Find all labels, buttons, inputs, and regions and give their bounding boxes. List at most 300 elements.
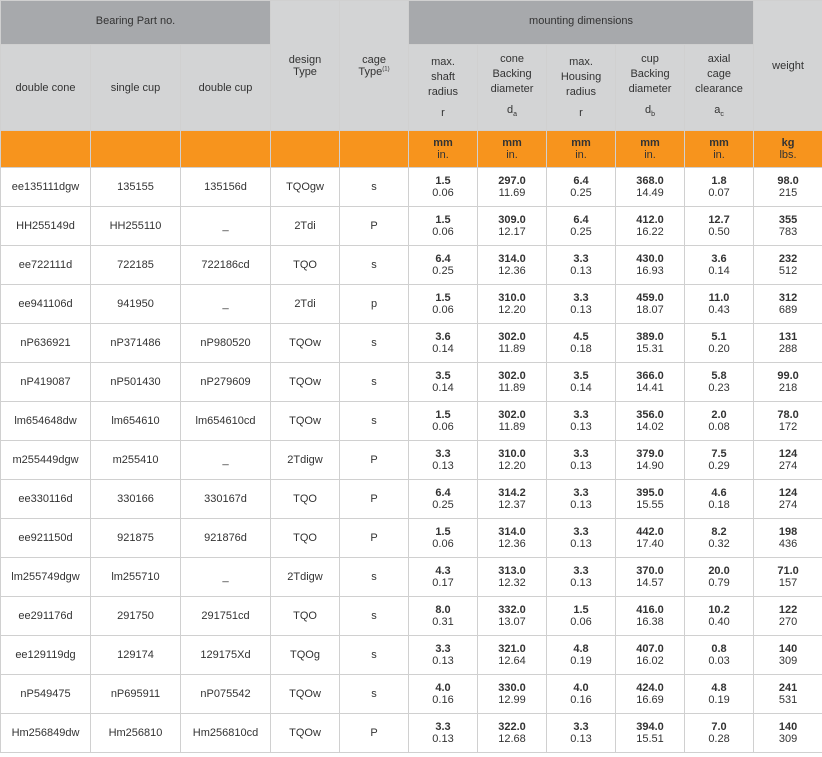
cup-backing-cell-metric: 356.0 [636, 409, 664, 421]
weight-cell-metric: 71.0 [777, 565, 799, 577]
shaft-radius-cell [409, 207, 478, 246]
cone-backing-cell [478, 480, 547, 519]
cup-backing-cell-metric: 442.0 [636, 526, 664, 538]
axial-clearance-header [685, 45, 754, 131]
double-cup-cell: _ [181, 558, 271, 597]
design-type-cell: TQOw [271, 402, 340, 441]
shaft-radius-cell-metric: 3.3 [435, 721, 451, 733]
double-cup-cell: lm654610cd [181, 402, 271, 441]
housing-radius-cell [547, 558, 616, 597]
cage-type-cell: s [340, 363, 409, 402]
shaft-radius-cell-imperial: 0.14 [432, 343, 454, 355]
cone-backing-cell [478, 324, 547, 363]
weight-cell [754, 714, 822, 753]
cone-backing-cell-imperial: 12.17 [498, 226, 526, 238]
double-cup-cell: nP075542 [181, 675, 271, 714]
shaft-radius-cell-metric: 1.5 [435, 292, 451, 304]
double-cup-cell: Hm256810cd [181, 714, 271, 753]
axial-clearance-cell-imperial: 0.23 [708, 382, 730, 394]
axial-clearance-cell [685, 558, 754, 597]
shaft-radius-line1: max. [431, 55, 455, 68]
cup-backing-cell [616, 285, 685, 324]
units-db: mm in. [616, 131, 685, 168]
cup-backing-cell-imperial: 18.07 [636, 304, 664, 316]
housing-radius-cell-imperial: 0.14 [570, 382, 592, 394]
cone-backing-cell [478, 168, 547, 207]
axial-clearance-cell [685, 207, 754, 246]
housing-radius-cell-metric: 3.3 [573, 721, 589, 733]
axial-clearance-cell-imperial: 0.43 [708, 304, 730, 316]
double-cup-cell: 722186cd [181, 246, 271, 285]
axial-clearance-cell-metric: 1.8 [711, 175, 727, 187]
cup-backing-cell [616, 636, 685, 675]
cup-backing-cell-metric: 459.0 [636, 292, 664, 304]
weight-cell [754, 402, 822, 441]
housing-radius-cell-imperial: 0.16 [570, 694, 592, 706]
units-blank [91, 131, 181, 168]
table-row [1, 480, 822, 519]
cup-backing-cell-imperial: 16.38 [636, 616, 664, 628]
weight-cell-imperial: 689 [778, 304, 798, 316]
housing-radius-cell-metric: 4.8 [573, 643, 589, 655]
cage-type-cell: s [340, 324, 409, 363]
axial-clearance-cell [685, 480, 754, 519]
weight-cell-imperial: 274 [778, 499, 798, 511]
weight-cell-metric: 124 [778, 487, 798, 499]
shaft-radius-cell [409, 285, 478, 324]
axial-clearance-cell-metric: 7.0 [711, 721, 727, 733]
axial-clearance-cell [685, 675, 754, 714]
double-cone-cell: ee722111d [1, 246, 91, 285]
axial-clearance-cell [685, 519, 754, 558]
weight-cell-metric: 355 [778, 214, 798, 226]
shaft-radius-cell [409, 714, 478, 753]
cone-backing-cell [478, 402, 547, 441]
shaft-radius-cell [409, 597, 478, 636]
cup-backing-cell-metric: 412.0 [636, 214, 664, 226]
shaft-radius-cell-metric: 1.5 [435, 175, 451, 187]
double-cup-cell: _ [181, 207, 271, 246]
cup-backing-cell-imperial: 15.51 [636, 733, 664, 745]
cone-backing-cell-metric: 302.0 [498, 331, 526, 343]
cup-backing-cell [616, 441, 685, 480]
axial-clearance-cell-metric: 2.0 [711, 409, 727, 421]
weight-cell [754, 597, 822, 636]
cone-backing-cell-metric: 314.0 [498, 526, 526, 538]
cone-backing-cell-metric: 302.0 [498, 370, 526, 382]
axial-clearance-cell [685, 597, 754, 636]
housing-radius-cell-metric: 3.3 [573, 448, 589, 460]
shaft-radius-cell-metric: 1.5 [435, 526, 451, 538]
weight-cell-metric: 98.0 [777, 175, 799, 187]
cage-type-footnote: (1) [382, 65, 390, 72]
cup-backing-cell-imperial: 14.41 [636, 382, 664, 394]
cup-backing-cell [616, 168, 685, 207]
weight-cell [754, 324, 822, 363]
cup-backing-cell-metric: 407.0 [636, 643, 664, 655]
mounting-dimensions-header: mounting dimensions [409, 1, 754, 45]
cup-backing-symbol: $d_b$ [645, 104, 656, 119]
cup-backing-cell [616, 207, 685, 246]
cup-backing-cell-metric: 389.0 [636, 331, 664, 343]
housing-radius-cell [547, 324, 616, 363]
units-da: mm in. [478, 131, 547, 168]
cone-backing-cell [478, 558, 547, 597]
table-row [1, 168, 822, 207]
cage-type-cell: P [340, 480, 409, 519]
weight-cell [754, 636, 822, 675]
weight-cell [754, 246, 822, 285]
cage-type-cell: s [340, 636, 409, 675]
cone-backing-cell [478, 519, 547, 558]
housing-radius-cell [547, 402, 616, 441]
axial-clearance-cell-imperial: 0.32 [708, 538, 730, 550]
cone-backing-cell [478, 207, 547, 246]
cage-type-cell: s [340, 402, 409, 441]
axial-clearance-cell-imperial: 0.40 [708, 616, 730, 628]
cone-backing-cell [478, 363, 547, 402]
table-row [1, 402, 822, 441]
double-cone-cell: ee135111dgw [1, 168, 91, 207]
design-type-cell: TQO [271, 480, 340, 519]
weight-cell-metric: 140 [778, 721, 798, 733]
housing-radius-cell-imperial: 0.13 [570, 538, 592, 550]
housing-radius-cell [547, 519, 616, 558]
design-type-cell: 2Tdigw [271, 558, 340, 597]
housing-radius-cell-imperial: 0.13 [570, 733, 592, 745]
shaft-radius-line2: shaft [431, 70, 455, 83]
axial-clearance-cell-metric: 0.8 [711, 643, 727, 655]
double-cup-cell: nP980520 [181, 324, 271, 363]
double-cup-cell: _ [181, 441, 271, 480]
weight-cell-metric: 198 [778, 526, 798, 538]
housing-radius-cell-imperial: 0.13 [570, 265, 592, 277]
double-cone-cell: ee129119dg [1, 636, 91, 675]
housing-radius-cell-metric: 1.5 [573, 604, 589, 616]
cage-type-cell: P [340, 714, 409, 753]
table-row [1, 519, 822, 558]
single-cup-cell: nP371486 [91, 324, 181, 363]
units-blank [340, 131, 409, 168]
axial-clearance-cell-metric: 4.8 [711, 682, 727, 694]
cup-backing-cell [616, 597, 685, 636]
axial-clearance-cell [685, 714, 754, 753]
double-cone-header: double cone [1, 45, 91, 131]
housing-radius-cell-metric: 6.4 [573, 175, 589, 187]
cup-backing-cell [616, 324, 685, 363]
shaft-radius-cell-imperial: 0.06 [432, 538, 454, 550]
units-rh: mm in. [547, 131, 616, 168]
double-cone-cell: nP419087 [1, 363, 91, 402]
cage-type-cell: s [340, 675, 409, 714]
weight-cell-imperial: 274 [778, 460, 798, 472]
cone-backing-cell-imperial: 13.07 [498, 616, 526, 628]
cone-backing-cell [478, 636, 547, 675]
axial-clearance-cell-imperial: 0.08 [708, 421, 730, 433]
weight-cell-imperial: 309 [778, 655, 798, 667]
design-type-cell: TQO [271, 597, 340, 636]
cup-backing-cell [616, 480, 685, 519]
weight-cell [754, 168, 822, 207]
axial-clearance-cell-imperial: 0.79 [708, 577, 730, 589]
axial-clearance-cell-metric: 5.8 [711, 370, 727, 382]
cone-backing-cell [478, 597, 547, 636]
weight-cell-metric: 312 [778, 292, 798, 304]
cage-type-cell: P [340, 207, 409, 246]
housing-radius-line2: Housing [560, 70, 602, 83]
design-type-cell: TQOg [271, 636, 340, 675]
housing-radius-cell-metric: 6.4 [573, 214, 589, 226]
table-row [1, 558, 822, 597]
table-row [1, 207, 822, 246]
table-row [1, 324, 822, 363]
axial-clearance-cell [685, 285, 754, 324]
single-cup-cell: Hm256810 [91, 714, 181, 753]
axial-clearance-cell [685, 636, 754, 675]
table-row [1, 597, 822, 636]
housing-radius-cell-imperial: 0.13 [570, 304, 592, 316]
cup-backing-cell-metric: 424.0 [636, 682, 664, 694]
cone-backing-cell-imperial: 12.36 [498, 265, 526, 277]
cone-backing-cell-imperial: 12.32 [498, 577, 526, 589]
cone-backing-cell-imperial: 11.69 [498, 187, 526, 199]
housing-radius-cell [547, 597, 616, 636]
axial-clearance-cell-metric: 5.1 [711, 331, 727, 343]
housing-radius-cell-metric: 3.3 [573, 292, 589, 304]
shaft-radius-cell [409, 636, 478, 675]
table-row [1, 285, 822, 324]
design-type-cell: TQOw [271, 324, 340, 363]
shaft-radius-cell-imperial: 0.06 [432, 304, 454, 316]
single-cup-cell: 291750 [91, 597, 181, 636]
weight-cell-imperial: 783 [778, 226, 798, 238]
axial-clearance-cell-metric: 20.0 [708, 565, 730, 577]
single-cup-cell: lm654610 [91, 402, 181, 441]
axial-clearance-cell-imperial: 0.50 [708, 226, 730, 238]
shaft-radius-cell-metric: 1.5 [435, 409, 451, 421]
housing-radius-cell [547, 168, 616, 207]
cone-backing-cell-imperial: 12.20 [498, 460, 526, 472]
cone-backing-cell-imperial: 11.89 [498, 343, 526, 355]
cone-backing-cell-imperial: 11.89 [498, 421, 526, 433]
housing-radius-cell-metric: 3.3 [573, 526, 589, 538]
single-cup-cell: 330166 [91, 480, 181, 519]
cup-backing-cell-imperial: 16.22 [636, 226, 664, 238]
shaft-radius-cell-metric: 3.3 [435, 448, 451, 460]
cup-backing-cell-imperial: 16.93 [636, 265, 664, 277]
cone-backing-cell [478, 246, 547, 285]
design-type-line2: Type [293, 65, 317, 78]
shaft-radius-cell [409, 441, 478, 480]
axial-clearance-cell-metric: 12.7 [708, 214, 730, 226]
weight-cell-metric: 78.0 [777, 409, 799, 421]
single-cup-cell: 941950 [91, 285, 181, 324]
cone-backing-cell-metric: 297.0 [498, 175, 526, 187]
housing-radius-cell [547, 285, 616, 324]
axial-clearance-cell-imperial: 0.14 [708, 265, 730, 277]
single-cup-cell: 135155 [91, 168, 181, 207]
double-cup-cell: 129175Xd [181, 636, 271, 675]
cup-backing-cell [616, 519, 685, 558]
shaft-radius-cell-metric: 6.4 [435, 253, 451, 265]
design-type-cell: TQOw [271, 714, 340, 753]
cone-backing-cell-imperial: 12.64 [498, 655, 526, 667]
axial-clearance-cell-metric: 11.0 [708, 292, 730, 304]
weight-cell-metric: 99.0 [777, 370, 799, 382]
cone-backing-header [478, 45, 547, 131]
housing-radius-cell [547, 636, 616, 675]
cup-backing-header [616, 45, 685, 131]
housing-radius-cell-imperial: 0.25 [570, 226, 592, 238]
units-weight: kg lbs. [754, 131, 822, 168]
housing-radius-cell [547, 246, 616, 285]
double-cone-cell: ee291176d [1, 597, 91, 636]
weight-cell-imperial: 172 [778, 421, 798, 433]
double-cone-cell: ee921150d [1, 519, 91, 558]
double-cup-cell: _ [181, 285, 271, 324]
units-blank [271, 131, 340, 168]
units-ac: mm in. [685, 131, 754, 168]
cup-backing-cell [616, 402, 685, 441]
cone-backing-cell [478, 675, 547, 714]
cage-type-cell: s [340, 558, 409, 597]
housing-radius-cell-imperial: 0.18 [570, 343, 592, 355]
shaft-radius-cell [409, 168, 478, 207]
single-cup-cell: nP695911 [91, 675, 181, 714]
double-cone-cell: lm654648dw [1, 402, 91, 441]
weight-cell-metric: 122 [778, 604, 798, 616]
shaft-radius-cell-imperial: 0.06 [432, 421, 454, 433]
shaft-radius-cell [409, 402, 478, 441]
housing-radius-cell-metric: 3.3 [573, 253, 589, 265]
weight-cell-imperial: 436 [778, 538, 798, 550]
axial-clearance-cell [685, 168, 754, 207]
weight-cell-imperial: 288 [778, 343, 798, 355]
weight-cell-imperial: 218 [778, 382, 798, 394]
weight-cell-metric: 241 [778, 682, 798, 694]
housing-radius-cell [547, 714, 616, 753]
table-row [1, 714, 822, 753]
weight-header: weight [754, 1, 822, 131]
cone-backing-cell-imperial: 12.37 [498, 499, 526, 511]
shaft-radius-cell-imperial: 0.25 [432, 265, 454, 277]
cup-backing-cell-imperial: 16.69 [636, 694, 664, 706]
housing-radius-cell-metric: 3.3 [573, 409, 589, 421]
single-cup-cell: HH255110 [91, 207, 181, 246]
axial-clearance-cell-metric: 10.2 [708, 604, 730, 616]
weight-cell-metric: 124 [778, 448, 798, 460]
double-cup-cell: 921876d [181, 519, 271, 558]
cage-type-cell: s [340, 168, 409, 207]
cone-backing-cell-metric: 314.2 [498, 487, 526, 499]
double-cone-cell: ee330116d [1, 480, 91, 519]
cone-backing-cell-metric: 314.0 [498, 253, 526, 265]
cup-backing-cell-imperial: 14.90 [636, 460, 664, 472]
shaft-radius-cell-imperial: 0.16 [432, 694, 454, 706]
axial-clearance-line1: axial [707, 53, 731, 66]
housing-radius-cell-metric: 4.0 [573, 682, 589, 694]
housing-radius-cell [547, 480, 616, 519]
units-blank [1, 131, 91, 168]
cone-backing-cell [478, 714, 547, 753]
shaft-radius-cell [409, 480, 478, 519]
weight-cell [754, 480, 822, 519]
shaft-radius-cell [409, 558, 478, 597]
double-cone-cell: Hm256849dw [1, 714, 91, 753]
housing-radius-cell-metric: 3.3 [573, 487, 589, 499]
double-cone-cell: HH255149d [1, 207, 91, 246]
weight-cell [754, 441, 822, 480]
weight-cell-imperial: 215 [778, 187, 798, 199]
axial-clearance-cell [685, 246, 754, 285]
table-row [1, 675, 822, 714]
shaft-radius-cell-metric: 3.3 [435, 643, 451, 655]
axial-clearance-cell-metric: 3.6 [711, 253, 727, 265]
design-type-cell: TQO [271, 246, 340, 285]
shaft-radius-cell-imperial: 0.17 [432, 577, 454, 589]
design-type-line1: design [288, 53, 322, 66]
cone-backing-cell-metric: 321.0 [498, 643, 526, 655]
cup-backing-cell-imperial: 17.40 [636, 538, 664, 550]
double-cup-header: double cup [181, 45, 271, 131]
bearing-part-no-header: Bearing Part no. [1, 1, 271, 45]
cage-type-cell: s [340, 597, 409, 636]
weight-cell [754, 207, 822, 246]
shaft-radius-cell-imperial: 0.06 [432, 226, 454, 238]
housing-radius-cell-imperial: 0.13 [570, 577, 592, 589]
cup-backing-line3: diameter [628, 83, 672, 96]
weight-cell-imperial: 531 [778, 694, 798, 706]
axial-clearance-cell-imperial: 0.18 [708, 499, 730, 511]
cup-backing-cell-metric: 395.0 [636, 487, 664, 499]
cone-backing-cell-metric: 302.0 [498, 409, 526, 421]
housing-radius-cell-metric: 3.3 [573, 565, 589, 577]
units-row [1, 131, 822, 168]
table-row [1, 441, 822, 480]
single-cup-cell: 921875 [91, 519, 181, 558]
cup-backing-cell-imperial: 16.02 [636, 655, 664, 667]
cage-type-cell: s [340, 246, 409, 285]
cone-backing-cell-metric: 310.0 [498, 292, 526, 304]
double-cone-cell: nP549475 [1, 675, 91, 714]
shaft-radius-cell-metric: 4.0 [435, 682, 451, 694]
housing-radius-cell-imperial: 0.13 [570, 460, 592, 472]
weight-cell-imperial: 270 [778, 616, 798, 628]
cup-backing-cell-metric: 366.0 [636, 370, 664, 382]
design-type-cell: 2Tdi [271, 285, 340, 324]
axial-clearance-cell-metric: 8.2 [711, 526, 727, 538]
cone-backing-cell-imperial: 11.89 [498, 382, 526, 394]
design-type-cell: 2Tdigw [271, 441, 340, 480]
design-type-cell: TQO [271, 519, 340, 558]
axial-clearance-symbol: $a_c$ [714, 104, 724, 119]
axial-clearance-cell-imperial: 0.29 [708, 460, 730, 472]
cup-backing-cell-metric: 430.0 [636, 253, 664, 265]
shaft-radius-cell-metric: 4.3 [435, 565, 451, 577]
housing-radius-header [547, 45, 616, 131]
shaft-radius-cell [409, 363, 478, 402]
shaft-radius-cell-imperial: 0.25 [432, 499, 454, 511]
cone-backing-cell-metric: 330.0 [498, 682, 526, 694]
axial-clearance-cell-metric: 4.6 [711, 487, 727, 499]
cup-backing-cell-metric: 379.0 [636, 448, 664, 460]
cone-backing-symbol: $d_a$ [507, 104, 518, 119]
shaft-radius-header [409, 45, 478, 131]
cup-backing-cell-metric: 416.0 [636, 604, 664, 616]
cone-backing-cell-imperial: 12.36 [498, 538, 526, 550]
double-cup-cell: nP279609 [181, 363, 271, 402]
shaft-radius-cell [409, 675, 478, 714]
